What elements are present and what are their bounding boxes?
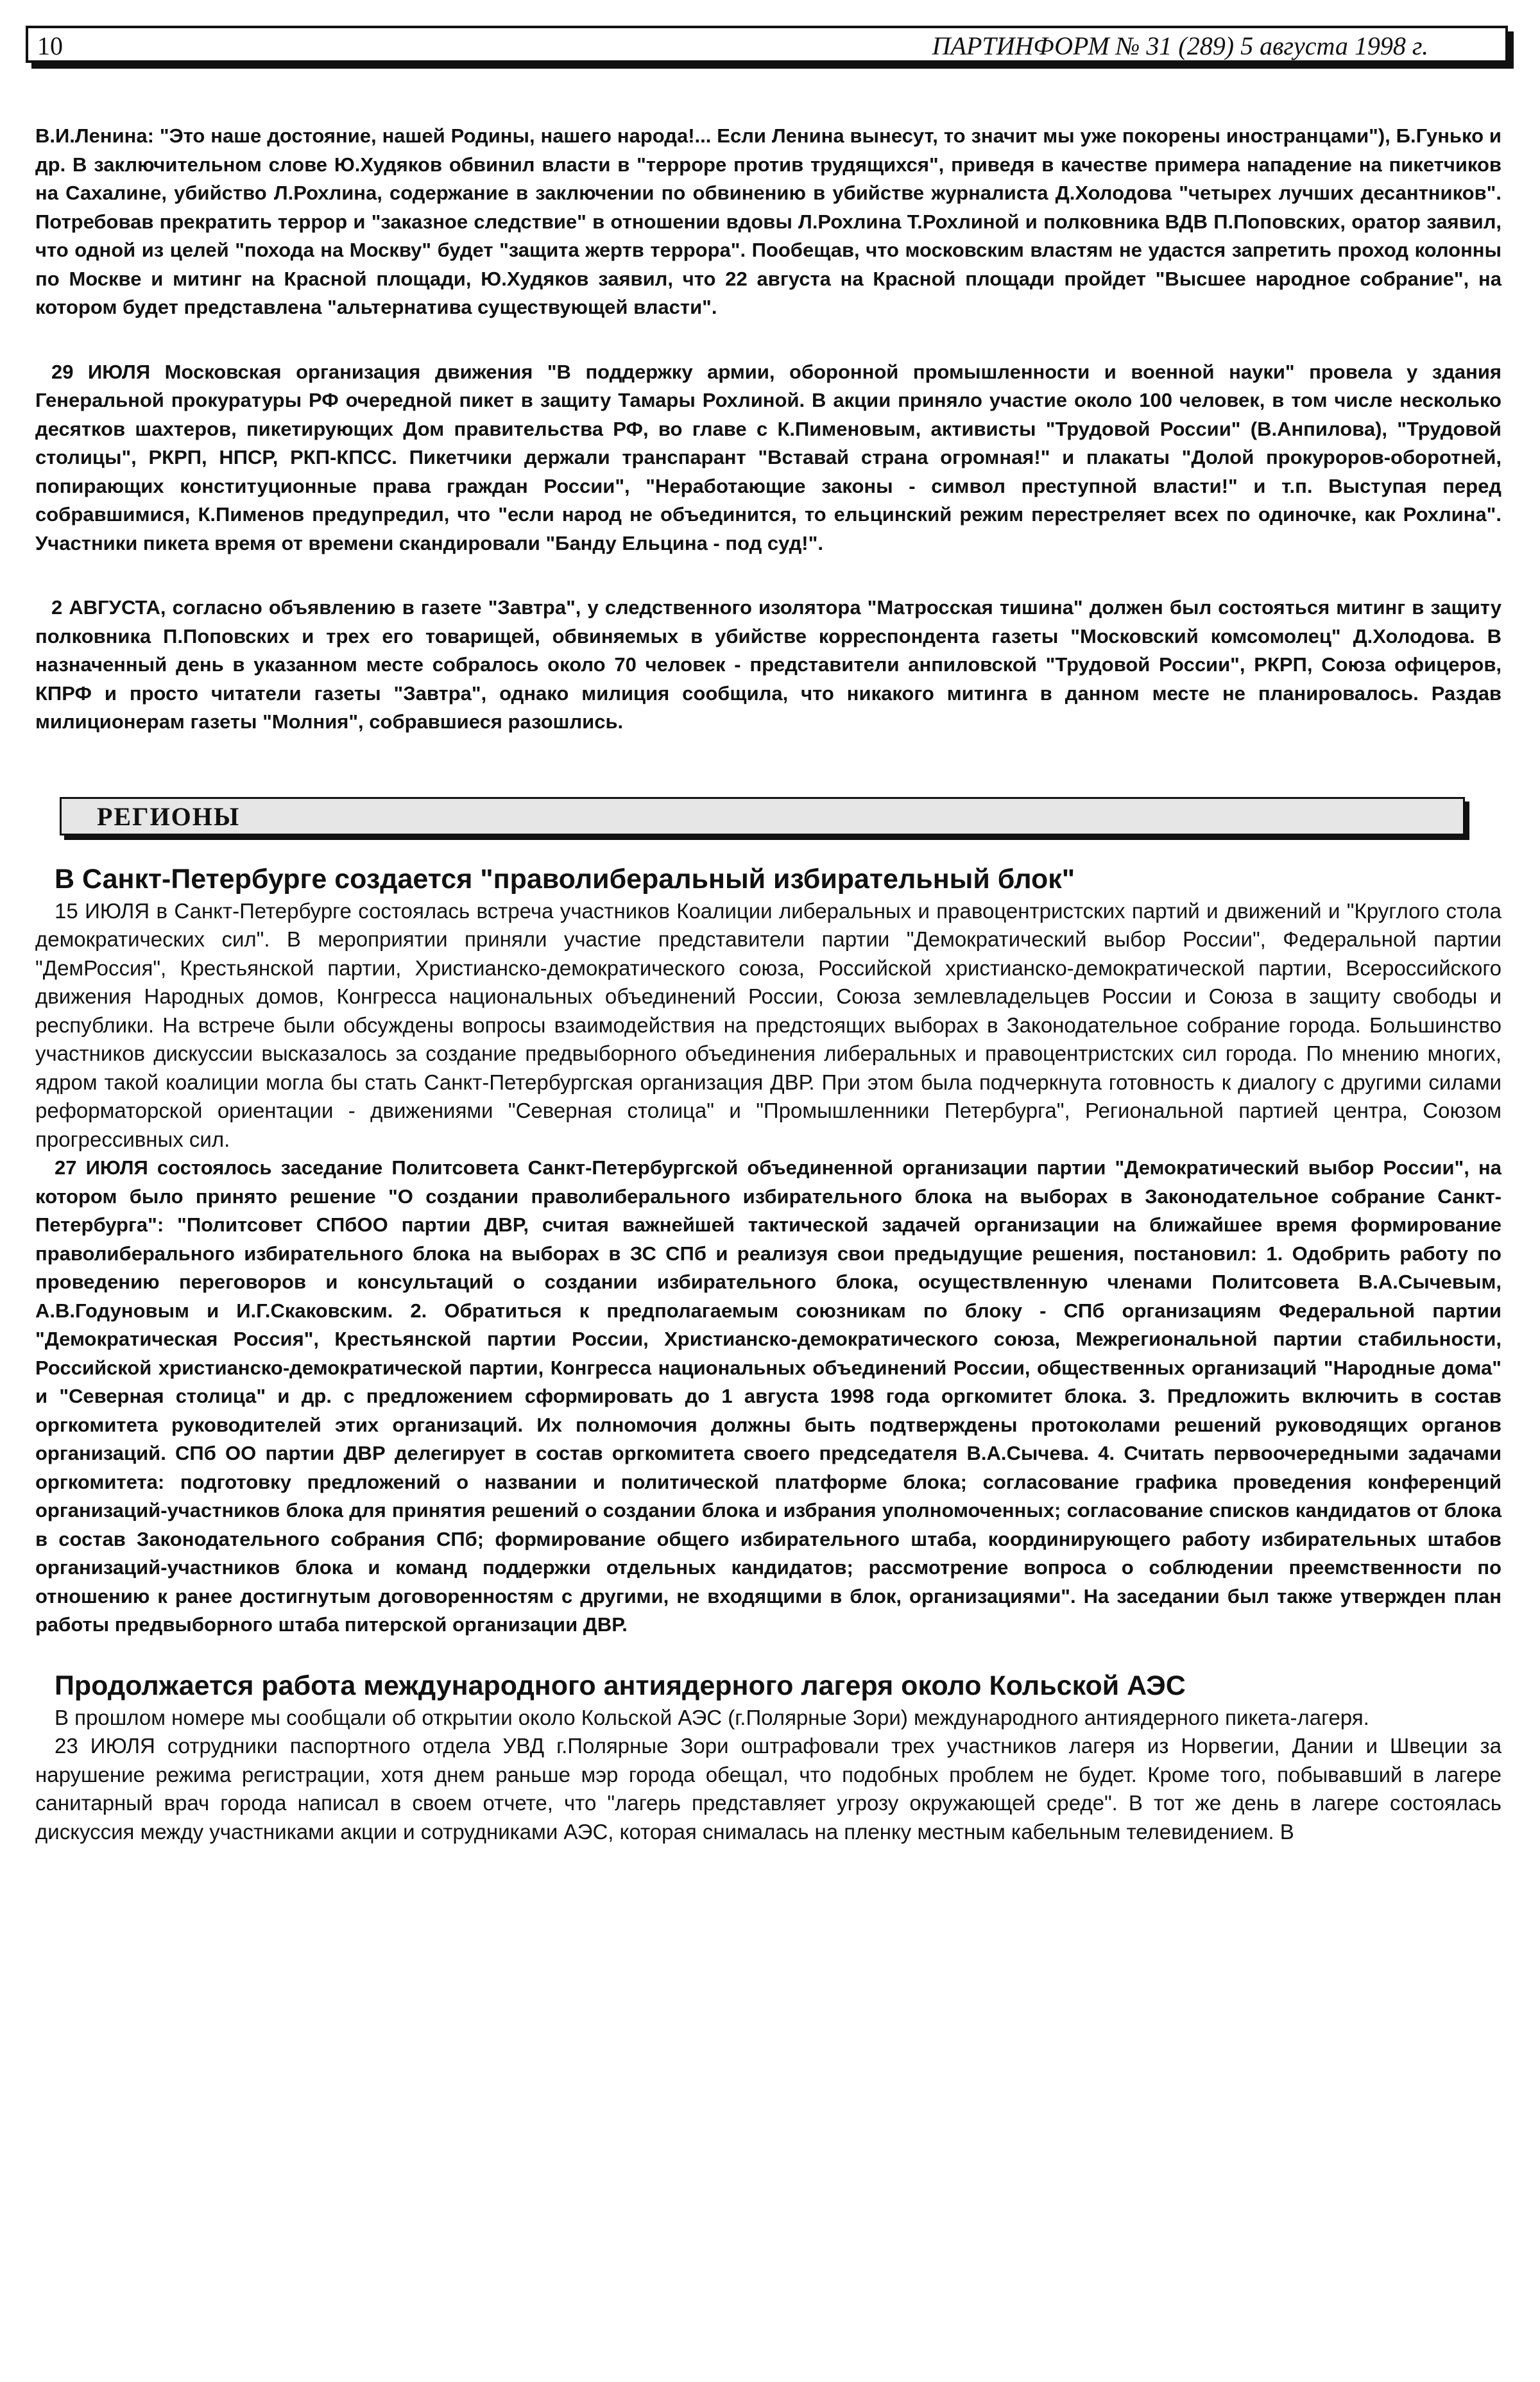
article-kola [35,1668,1502,1847]
article-paragraph: 15 ИЮЛЯ в Санкт-Петербурге состоялась встреча участников Коалиции либеральных и правоцентристских партий и движений и "Круглого стола демократических сил". В мероприятии приняли участие представители партии "Демократический выбор России", Федеральной партии "ДемРоссия", Крестьянской партии, Христианско-демократического союза, Российской христианско-демократической партии, Всероссийского движения Народных домов, Конгресса национальных объединений России, Союза землевладельцев России и Союза в защиту свободы и республики. На встрече были обсуждены вопросы взаимодействия на предстоящих выборах в Законодательное собрание города. Большинство участников дискуссии высказалось за создание предвыборного объединения либеральных и правоцентристских сил города. По мнению многих, ядром такой коалиции могла бы стать Санкт-Петербургская организация ДВР. При этом была подчеркнута готовность к диалогу с другими силами реформаторской ориентации - движениями "Северная столица" и "Промышленники Петербурга", Региональной партией центра, Союзом прогрессивных сил. [35,898,1502,1151]
section-title: РЕГИОНЫ [97,801,241,831]
article-headline: В Санкт-Петербурге создается "праволиберальный избирательный блок" [55,863,1075,895]
article-paragraph: 23 ИЮЛЯ сотрудники паспортного отдела УВД г.Полярные Зори оштрафовали трех участников лагеря из Норвегии, Дании и Швеции за нарушение режима регистрации, хотя днем раньше мэр города обещал, что подобных проблем не будет. Кроме того, побывавший в лагере санитарный врач города написал в своем отчете, что "лагерь представляет угрозу окружающей среде". В тот же день в лагере состоялась дискуссия между участниками акции и сотрудниками АЭС, которая снималась на пленку местным кабельным телевидением. В [35,1734,1502,1844]
page-content [35,122,1502,1846]
article-paragraph: В прошлом номере мы сообщали об открытии около Кольской АЭС (г.Полярные Зори) международного антиядерного пикета-лагеря. [55,1705,1369,1729]
chronicle-paragraph-2: 29 ИЮЛЯ Московская организация движения "В поддержку армии, оборонной промышленности и военной науки" провела у здания Генеральной прокуратуры РФ очередной пикет в защиту Тамары Рохлиной. В акции приняло участие около 100 человек, в том числе несколько десятков шахтеров, пикетирующих Дом правительства РФ, во главе с К.Пименовым, активисты "Трудовой России" (В.Анпилова), "Трудовой столицы", РКРП, НПСР, РКП-КПСС. Пикетчики держали транспарант "Вставай страна огромная!" и плакаты "Долой прокуроров-оборотней, попирающих конституционные права граждан России", "Неработающие законы - символ преступной власти!" и т.п. Выступая перед собравшимися, К.Пименов предупредил, что "если народ не объединится, то ельцинский режим перестреляет всех по одиночке, как Рохлина". Участники пикета время от времени скандировали "Банду Ельцина - под суд!". [35,360,1502,554]
page-header [26,26,1508,63]
chronicle-paragraph-1: В.И.Ленина: "Это наше достояние, нашей Родины, нашего народа!... Если Ленина вынесут, то значит мы уже покорены иностранцами"), Б.Гунько и др. В заключительном слове Ю.Худяков обвинил власти в "терроре против трудящихся", приведя в качестве примера нападение на пикетчиков на Сахалине, убийство Л.Рохлина, содержание в заключении по обвинению в убийстве журналиста Д.Холодова "четырех лучших десантников". Потребовав прекратить террор и "заказное следствие" в отношении вдовы Л.Рохлина Т.Рохлиной и полковника ВДВ П.Поповских, оратор заявил, что одной из целей "похода на Москву" будет "защита жертв террора". Пообещав, что московским властям не удастся запретить проход колонны по Москве и митинг на Красной площади, Ю.Худяков заявил, что 22 августа на Красной площади пройдет "Высшее народное собрание", на котором будет представлена "альтернатива существующей власти". [35,124,1502,318]
article-spb [35,861,1502,1640]
article-headline: Продолжается работа международного антиядерного лагеря около Кольской АЭС [55,1670,1186,1701]
page-number: 10 [37,31,63,60]
article-paragraph-bold: 27 ИЮЛЯ состоялось заседание Политсовета Санкт-Петербургской объединенной организации партии "Демократический выбор России", на котором было принято решение "О создании праволиберального избирательного блока на выборах в Законодательное собрание Санкт-Петербурга": "Политсовет СПбОО партии ДВР, считая важнейшей тактической задачей организации на ближайшее время формирование праволиберального избирательного блока на выборах в ЗС СПб и реализуя свои предыдущие решения, постановил: 1. Одобрить работу по проведению переговоров и консультаций о создании избирательного блока, осуществленную членами Политсовета В.А.Сычевым, А.В.Годуновым и И.Г.Скаковским. 2. Обратиться к предполагаемым союзникам по блоку - СПб организациям Федеральной партии "Демократическая Россия", Крестьянской партии России, Христианско-демократического союза, Межрегиональной партии стабильности, Российской христианско-демократической партии, Конгресса национальных объединений России, общественных организаций "Народные дома" и "Северная столица" и др. с предложением сформировать до 1 августа 1998 года оргкомитет блока. 3. Предложить включить в состав оргкомитета руководителей этих организаций. Их полномочия должны быть подтверждены протоколами решений руководящих органов организаций. СПб ОО партии ДВР делегирует в состав оргкомитета своего председателя В.А.Сычева. 4. Считать первоочередными задачами оргкомитета: подготовку предложений о названии и политической платформе блока; согласование графика проведения конференций организаций-участников блока для принятия решений о создании блока и избрания уполномоченных; согласование списков кандидатов от блока в состав Законодательного собрания СПб; формирование общего избирательного штаба, координирующего работу избирательных штабов организаций-участников блока и команд поддержки отдельных кандидатов; рассмотрение вопроса о соблюдении преемственности по отношению к ранее достигнутым договоренностям с другими, не входящими в блок, организациями". На заседании был также утвержден план работы предвыборного штаба питерской организации ДВР. [35,1156,1502,1636]
chronicle-block [35,122,1502,737]
chronicle-paragraph-3: 2 АВГУСТА, согласно объявлению в газете "Завтра", у следственного изолятора "Матросская тишина" должен был состояться митинг в защиту полковника П.Поповских и трех его товарищей, обвиняемых в убийстве корреспондента газеты "Московский комсомолец" Д.Холодова. В назначенный день в указанном месте собралось около 70 человек - представители анпиловской "Трудовой России", РКРП, Союза офицеров, КПРФ и просто читатели газеты "Завтра", однако милиция сообщила, что никакого митинга в данном месте не планировалось. Раздав милиционерам газеты "Молния", собравшиеся разошлись. [35,596,1502,733]
section-header [60,797,1465,835]
masthead: ПАРТИНФОРМ № 31 (289) 5 августа 1998 г. [932,31,1428,60]
